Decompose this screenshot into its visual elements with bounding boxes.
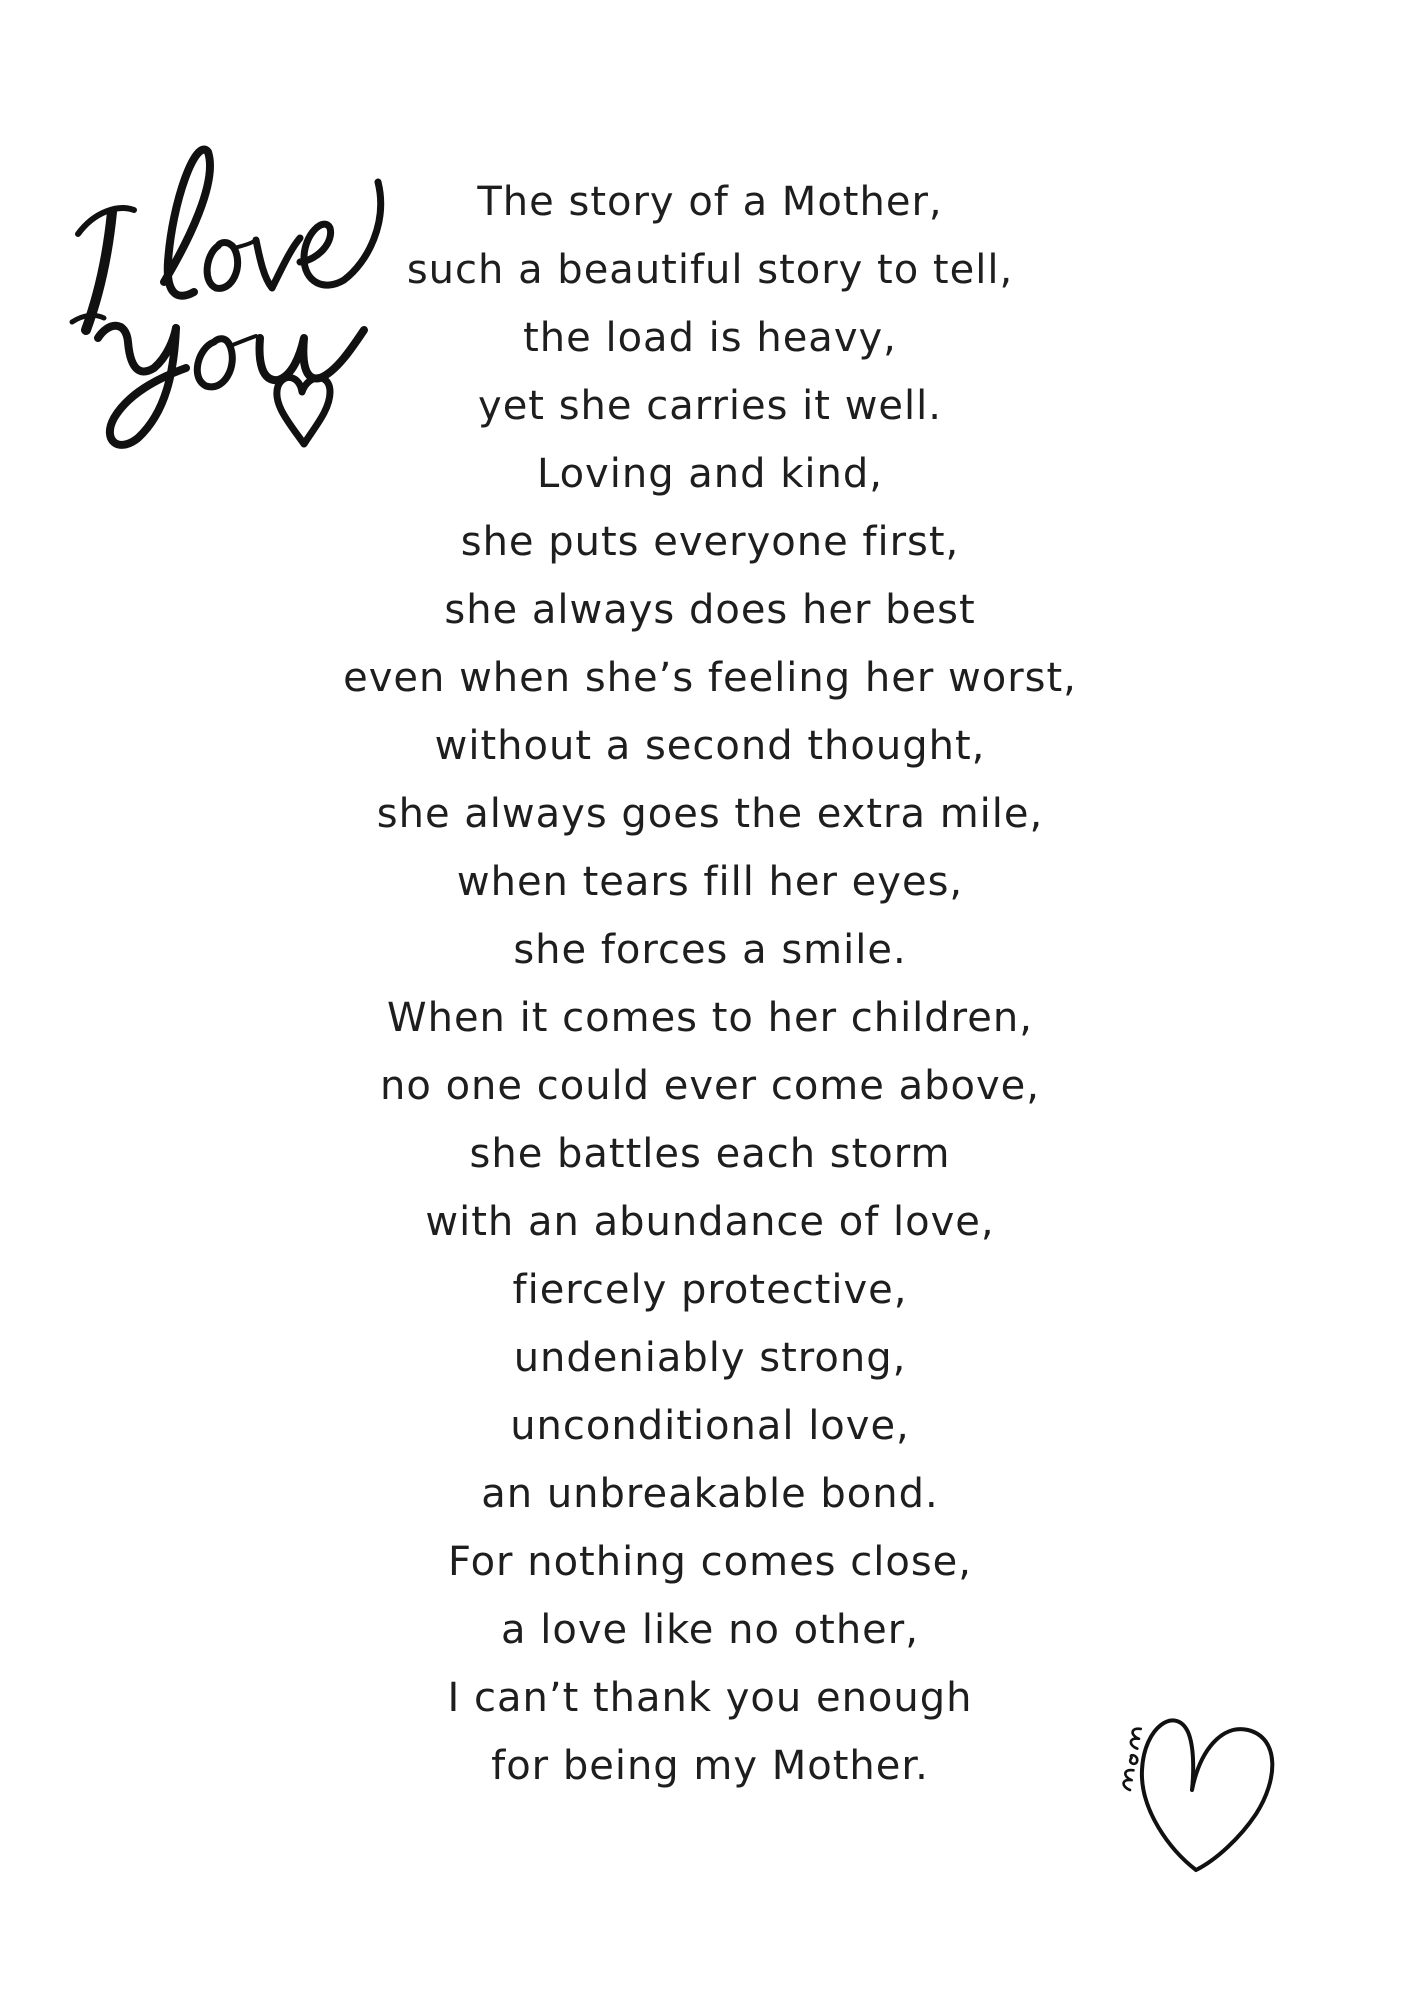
poem-line: such a beautiful story to tell, (406, 247, 1014, 293)
poem-line: even when she’s feeling her worst, (343, 655, 1077, 701)
poem-line: For nothing comes close, (448, 1539, 972, 1585)
mom-heart-doodle (1110, 1670, 1290, 1890)
poem-line: an unbreakable bond. (481, 1471, 939, 1517)
poem-line: a love like no other, (501, 1607, 919, 1653)
poem-line: she battles each storm (469, 1131, 951, 1177)
poem-line: without a second thought, (434, 723, 986, 769)
poem-line: fiercely protective, (512, 1267, 908, 1313)
poem-line: she forces a smile. (513, 927, 907, 973)
poem-line: with an abundance of love, (425, 1199, 995, 1245)
poem-line: When it comes to her children, (387, 995, 1033, 1041)
heart-icon (1110, 1670, 1290, 1890)
poem-line: The story of a Mother, (477, 179, 943, 225)
poem-line: she always does her best (444, 587, 976, 633)
poem-line: I can’t thank you enough (447, 1675, 973, 1721)
poem-line: Loving and kind, (537, 451, 883, 497)
poem-line: she always goes the extra mile, (376, 791, 1044, 837)
poem-line: the load is heavy, (523, 315, 897, 361)
poem-line: no one could ever come above, (380, 1063, 1040, 1109)
poem-line: she puts everyone first, (460, 519, 960, 565)
poem-text (260, 168, 1160, 1800)
poem-line: yet she carries it well. (478, 383, 942, 429)
poem-line: undeniably strong, (513, 1335, 907, 1381)
poem-line: unconditional love, (510, 1403, 910, 1449)
poem-line: when tears fill her eyes, (456, 859, 964, 905)
poem-line: for being my Mother. (491, 1743, 929, 1789)
